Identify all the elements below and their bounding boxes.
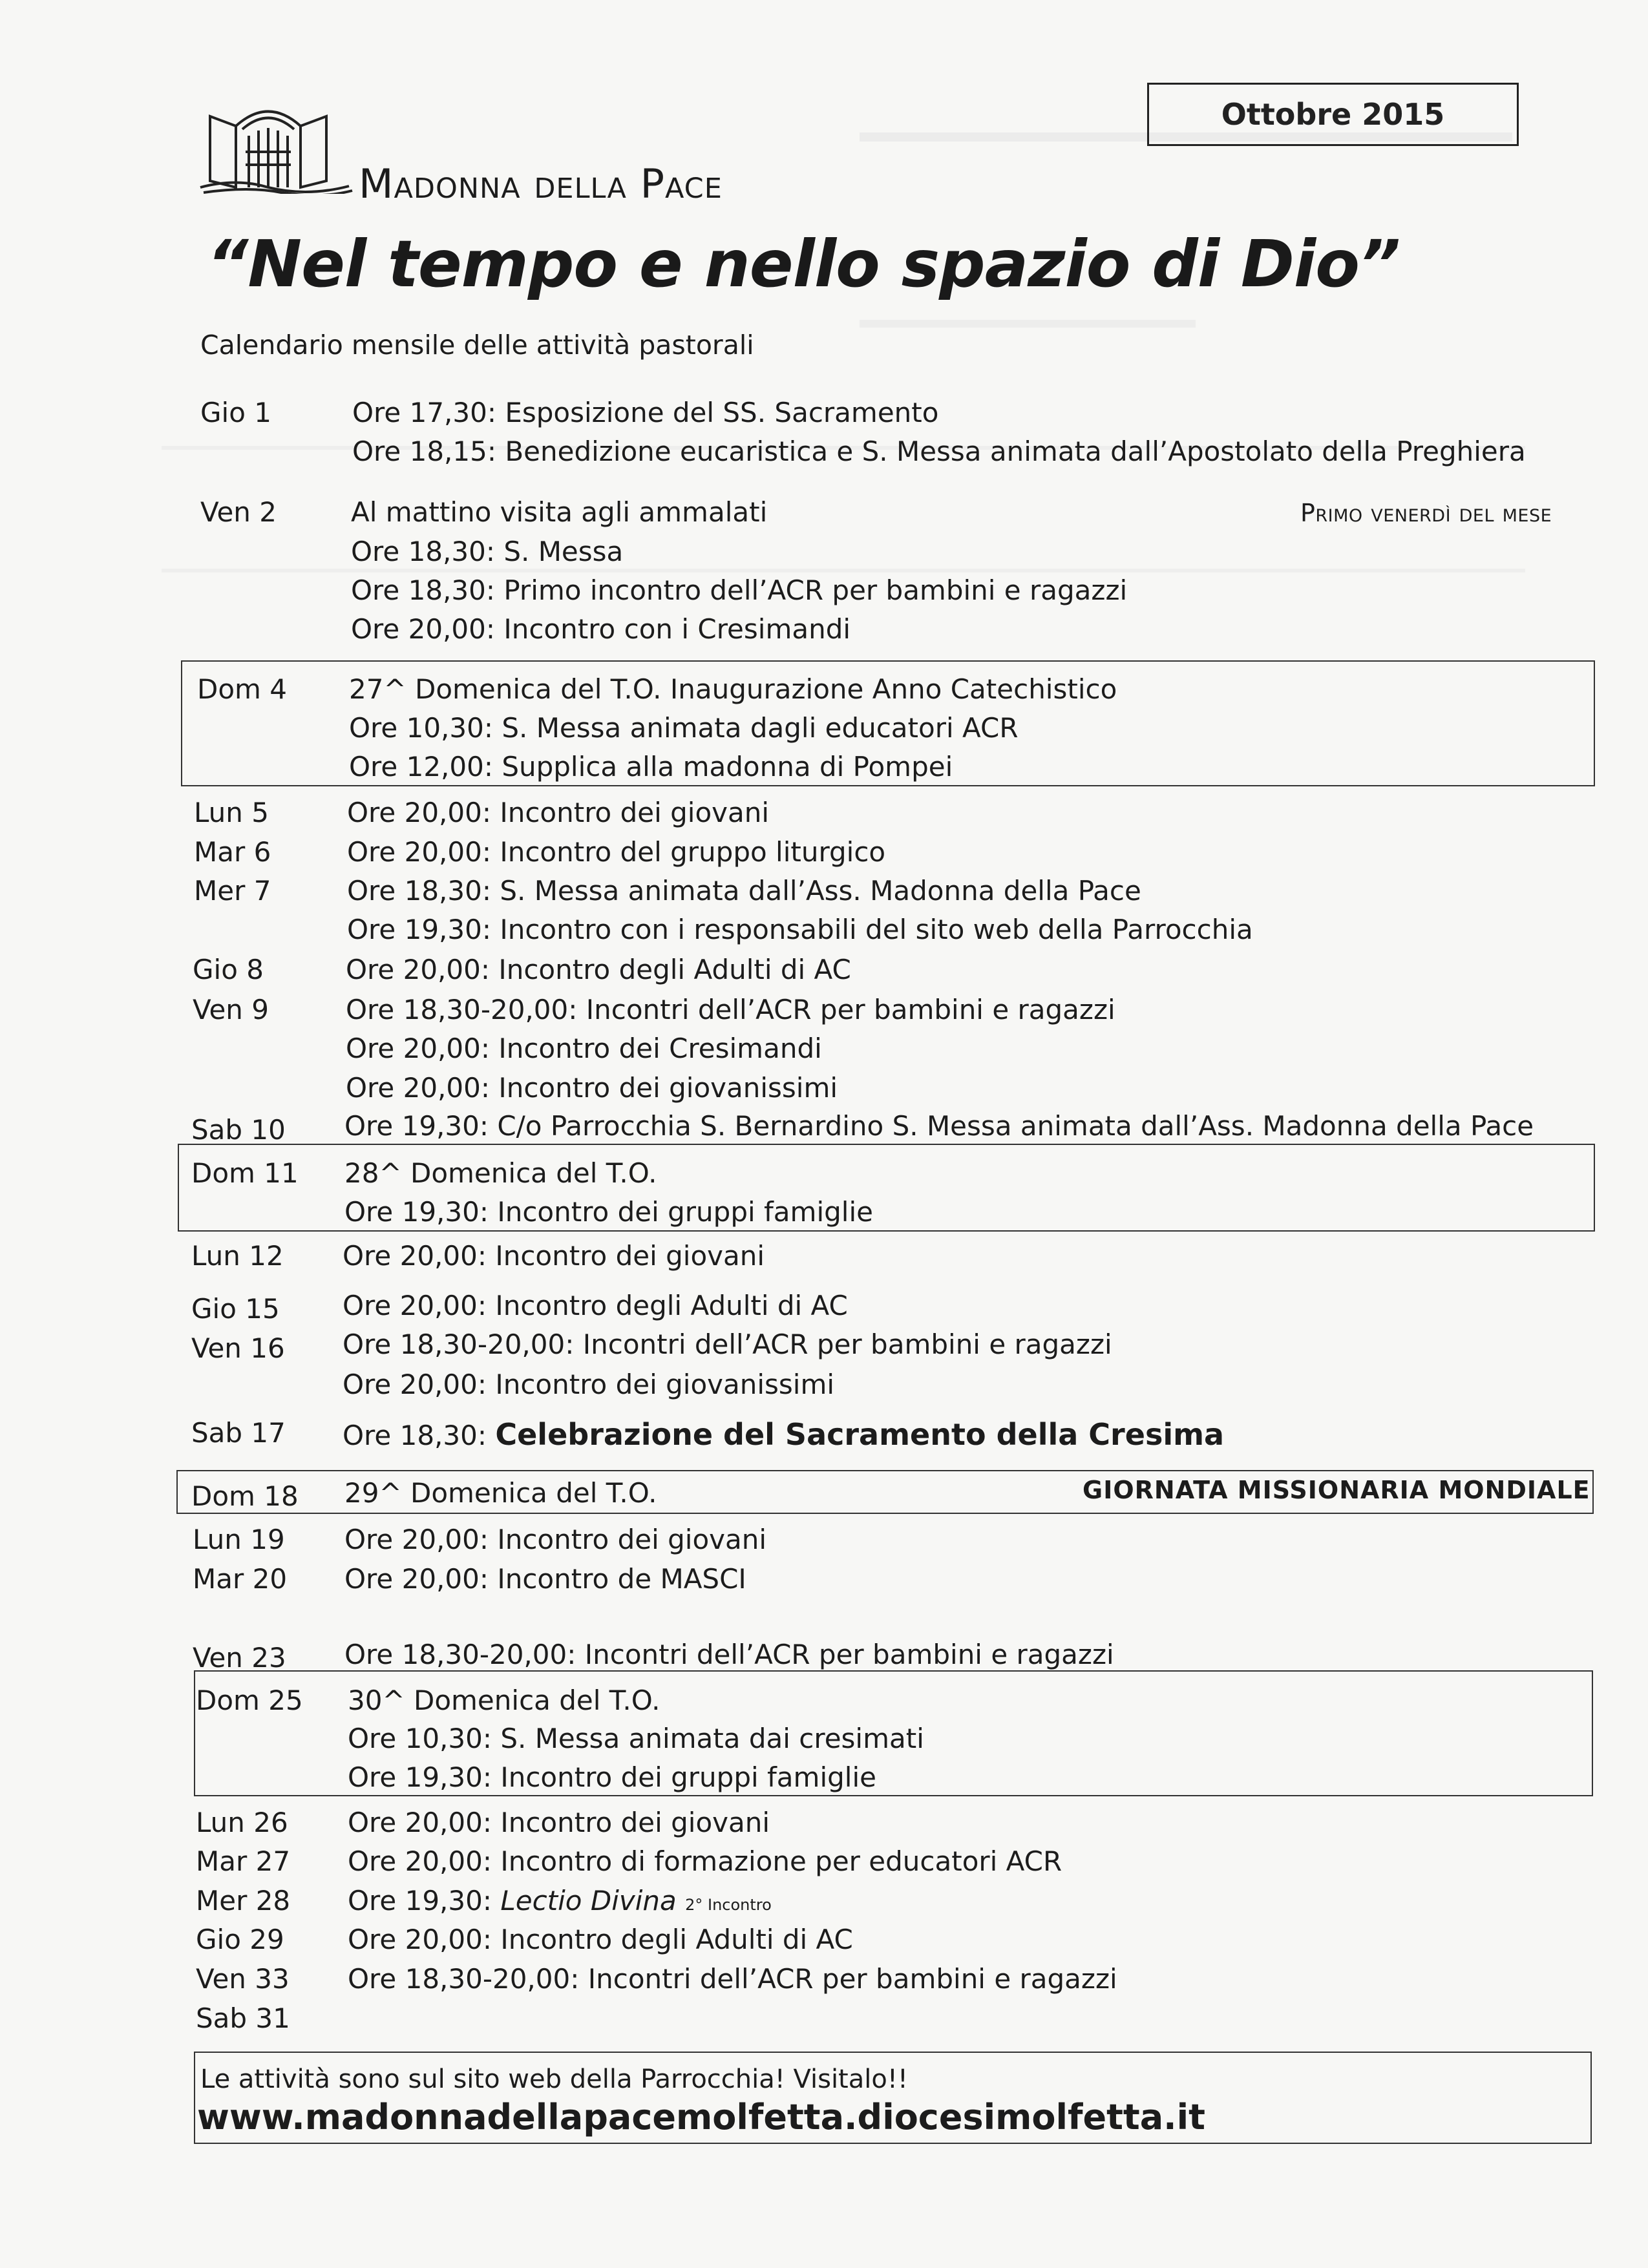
- event-item: Ore 18,30-20,00: Incontri dell’ACR per bambini e ragazzi: [344, 1639, 1114, 1670]
- cresima-highlight: Celebrazione del Sacramento della Cresima: [495, 1417, 1225, 1452]
- event-item: Ore 20,00: Incontro dei giovani: [343, 1240, 765, 1272]
- event-item: Ore 20,00: Incontro dei Cresimandi: [346, 1033, 822, 1064]
- day-label: Dom 11: [191, 1157, 299, 1189]
- day-label: Mar 6: [194, 836, 271, 868]
- day-label: Gio 15: [191, 1293, 280, 1325]
- day-label: Gio 8: [193, 954, 264, 985]
- event-item: 27^ Domenica del T.O. Inaugurazione Anno Catechistico: [349, 673, 1117, 705]
- event-item: Ore 20,00: Incontro dei giovanissimi: [346, 1072, 838, 1104]
- day-label: Sab 31: [196, 2002, 290, 2034]
- giornata-missionaria-note: GIORNATA MISSIONARIA MONDIALE: [1083, 1476, 1590, 1504]
- event-item: Ore 18,30-20,00: Incontri dell’ACR per bambini e ragazzi: [346, 994, 1115, 1025]
- event-time: Ore 18,30:: [343, 1420, 496, 1451]
- event-item: Ore 18,30-20,00: Incontri dell’ACR per bambini e ragazzi: [343, 1328, 1112, 1360]
- day-label: Ven 2: [200, 496, 277, 528]
- day-label: Ven 9: [193, 994, 269, 1025]
- church-logo-icon: [197, 90, 359, 194]
- day-label: Dom 4: [197, 673, 288, 705]
- event-item: Ore 19,30: Incontro dei gruppi famiglie: [348, 1761, 876, 1793]
- day-label: Dom 25: [196, 1685, 303, 1716]
- website-link[interactable]: www.madonnadellapacemolfetta.diocesimolfetta.it: [197, 2097, 1205, 2137]
- event-item: Ore 20,00: Incontro dei giovani: [347, 797, 770, 828]
- event-item: Ore 17,30: Esposizione del SS. Sacramento: [352, 397, 939, 428]
- event-item: Ore 18,30: S. Messa: [351, 536, 624, 567]
- day-label: Mer 7: [194, 875, 271, 907]
- event-item: Ore 19,30: Incontro con i responsabili del sito web della Parrocchia: [347, 914, 1253, 945]
- event-item: Ore 12,00: Supplica alla madonna di Pompei: [349, 751, 953, 782]
- calendar-subtitle: Calendario mensile delle attività pastorali: [200, 330, 754, 361]
- month-label: Ottobre 2015: [1147, 83, 1519, 146]
- motto-title: “Nel tempo e nello spazio di Dio”: [207, 226, 1400, 302]
- event-item: Ore 18,15: Benedizione eucaristica e S. Messa animata dall’Apostolato della Preghiera: [352, 436, 1526, 467]
- event-item: Ore 19,30: Incontro dei gruppi famiglie: [344, 1196, 873, 1228]
- day-label: Lun 19: [193, 1524, 285, 1555]
- event-item: Ore 20,00: Incontro di formazione per educatori ACR: [348, 1845, 1062, 1877]
- event-item: Ore 18,30: Primo incontro dell’ACR per bambini e ragazzi: [351, 574, 1128, 606]
- event-item: Ore 18,30-20,00: Incontri dell’ACR per bambini e ragazzi: [348, 1963, 1117, 1995]
- day-label: Ven 23: [193, 1642, 286, 1674]
- parish-name: Madonna della Pace: [359, 160, 723, 207]
- event-item: Ore 20,00: Incontro dei giovani: [344, 1524, 767, 1555]
- incontro-number: 2° Incontro: [685, 1896, 772, 1914]
- bleed-through-line: [162, 569, 1525, 572]
- day-label: Lun 12: [191, 1240, 284, 1272]
- event-item: Ore 20,00: Incontro degli Adulti di AC: [346, 954, 851, 985]
- day-label: Gio 1: [200, 397, 271, 428]
- day-label: Lun 5: [194, 797, 269, 828]
- event-time: Ore 19,30:: [348, 1885, 501, 1916]
- event-item: Ore 18,30: S. Messa animata dall’Ass. Madonna della Pace: [347, 875, 1141, 907]
- lectio-divina: Lectio Divina: [500, 1885, 677, 1916]
- event-item: Ore 20,00: Incontro dei giovani: [348, 1807, 770, 1838]
- day-label: Mar 27: [196, 1845, 291, 1877]
- event-item: Ore 20,00: Incontro del gruppo liturgico: [347, 836, 886, 868]
- event-item: [348, 1887, 772, 1915]
- event-item: Ore 20,00: Incontro de MASCI: [344, 1563, 746, 1595]
- event-item: Ore 20,00: Incontro con i Cresimandi: [351, 613, 851, 645]
- event-item: Ore 20,00: Incontro degli Adulti di AC: [348, 1924, 853, 1955]
- event-item: [343, 1417, 1225, 1452]
- day-label: Sab 17: [191, 1417, 286, 1449]
- day-label: Lun 26: [196, 1807, 288, 1838]
- day-label: Mar 20: [193, 1563, 288, 1595]
- footer-text: Le attività sono sul sito web della Parrocchia! Visitalo!!: [200, 2064, 908, 2094]
- bleed-through-line: [860, 320, 1196, 328]
- day-label: Gio 29: [196, 1924, 284, 1955]
- event-item: Ore 20,00: Incontro dei giovanissimi: [343, 1369, 835, 1400]
- event-item: 30^ Domenica del T.O.: [348, 1685, 660, 1716]
- day-label: Ven 16: [191, 1332, 285, 1364]
- event-item: 29^ Domenica del T.O.: [344, 1477, 657, 1509]
- event-item: Ore 10,30: S. Messa animata dai cresimati: [348, 1723, 924, 1754]
- event-item: Al mattino visita agli ammalati: [351, 496, 768, 528]
- event-item: Ore 10,30: S. Messa animata dagli educatori ACR: [349, 712, 1019, 744]
- primo-venerdi-note: Primo venerdì del mese: [1300, 499, 1552, 527]
- event-item: Ore 20,00: Incontro degli Adulti di AC: [343, 1290, 848, 1321]
- day-label: Sab 10: [191, 1114, 286, 1146]
- event-item: 28^ Domenica del T.O.: [344, 1157, 657, 1189]
- day-label: Ven 33: [196, 1963, 290, 1995]
- day-label: Dom 18: [191, 1480, 299, 1512]
- day-label: Mer 28: [196, 1885, 291, 1916]
- event-item: Ore 19,30: C/o Parrocchia S. Bernardino S. Messa animata dall’Ass. Madonna della Pace: [344, 1110, 1534, 1142]
